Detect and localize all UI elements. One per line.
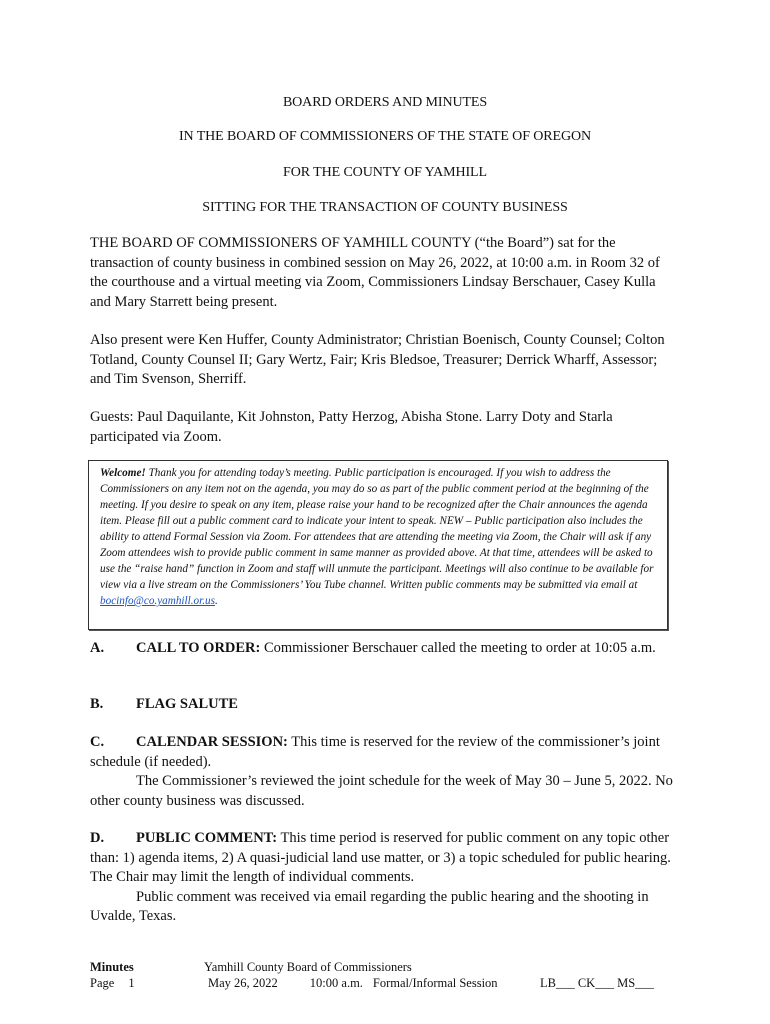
also-present-paragraph: Also present were Ken Huffer, County Administrator; Christian Boenisch, County Counsel; Colton Totland, County Counsel II; Gary Wertz, Fair; Kris Bledsoe, Treasurer; Derrick Wharff, Assessor; and Tim Svenson, Sherriff. (90, 332, 665, 387)
section-d (90, 829, 680, 927)
footer-left (90, 959, 135, 991)
section-a-letter: A. (90, 640, 105, 656)
section-d-letter: D. (90, 830, 105, 846)
guests-paragraph: Guests: Paul Daquilante, Kit Johnston, Patty Herzog, Abisha Stone. Larry Doty and Starla participated via Zoom. (90, 409, 613, 445)
section-c-title: CALENDAR SESSION: (136, 734, 288, 750)
email-link[interactable]: bocinfo@co.yamhill.or.us (100, 595, 216, 607)
section-c-letter: C. (90, 734, 105, 750)
footer-date: May 26, 2022 (208, 976, 278, 990)
footer-org: Yamhill County Board of Commissioners (204, 960, 412, 974)
section-b-title: FLAG SALUTE (136, 696, 238, 712)
welcome-lead: Welcome! (100, 467, 146, 479)
section-c-text: This time is reserved for the review of the commissioner’s joint schedule (if needed). (90, 734, 660, 770)
section-d-body: Public comment was received via email regarding the public hearing and the shooting in Uvalde, Texas. (90, 888, 649, 924)
footer-page-label: Page (90, 976, 115, 990)
footer-page (90, 975, 135, 991)
header-board: IN THE BOARD OF COMMISSIONERS OF THE STATE OF OREGON (178, 129, 592, 144)
footer-initials: LB___ CK___ MS___ (540, 976, 654, 990)
section-d-title: PUBLIC COMMENT: (136, 830, 278, 846)
section-a-text: Commissioner Berschauer called the meeting to order at 10:05 a.m. (260, 640, 656, 656)
intro-paragraph: THE BOARD OF COMMISSIONERS OF YAMHILL COUNTY (“the Board”) sat for the transaction of county business in combined session on May 26, 2022, at 10:00 a.m. in Room 32 of the courthouse and a virtual meeting via Zoom, Commissioners Lindsay Berschauer, Casey Kulla and Mary Starrett being present. (90, 235, 660, 310)
section-c-body: The Commissioner’s reviewed the joint schedule for the week of May 30 – June 5, 2022. No other county business was discussed. (90, 773, 673, 809)
header-sitting: SITTING FOR THE TRANSACTION OF COUNTY BUSINESS (202, 200, 568, 215)
welcome-notice-box (88, 460, 668, 630)
footer-minutes-label: Minutes (90, 960, 134, 974)
footer-details (204, 975, 498, 991)
section-b (90, 695, 680, 715)
section-d-text: This time period is reserved for public comment on any topic other than: 1) agenda items, 2) A quasi-judicial land use matter, or 3) a topic scheduled for public hearing. The Chair may limit the length of individual comments. (90, 830, 671, 885)
section-a (90, 639, 680, 659)
footer-session: Formal/Informal Session (372, 976, 498, 990)
welcome-end: . (215, 595, 218, 607)
header-county: FOR THE COUNTY OF YAMHILL (283, 165, 487, 180)
welcome-text: Thank you for attending today’s meeting. Public participation is encouraged. If you wish to address the Commissioners on any item not on the agenda, you may do so as part of the public comment period at the beginning of the meeting. If you desire to speak on any item, please raise your hand to be recognized after the Chair announces the agenda item. Please fill out a public comment card to indicate your intent to speak. NEW – Public participation also includes the ability to attend Formal Session via Zoom. For attendees that are attending the meeting via Zoom, the Chair will ask if any Zoom attendees wish to provide public comment in same manner as provided above. At that time, attendees will be asked to use the “raise hand” function in Zoom and staff will unmute the participant. Meetings will also continue to be available for view via a live stream on the Commissioners’ You Tube channel. Written public comments may be submitted via email at (100, 467, 654, 591)
footer-center (204, 959, 498, 991)
footer-page-number: 1 (128, 976, 135, 990)
section-b-letter: B. (90, 696, 104, 712)
header-title: BOARD ORDERS AND MINUTES (282, 95, 488, 110)
footer-time: 10:00 a.m. (309, 976, 363, 990)
section-a-title: CALL TO ORDER: (136, 640, 261, 656)
section-c (90, 733, 680, 811)
